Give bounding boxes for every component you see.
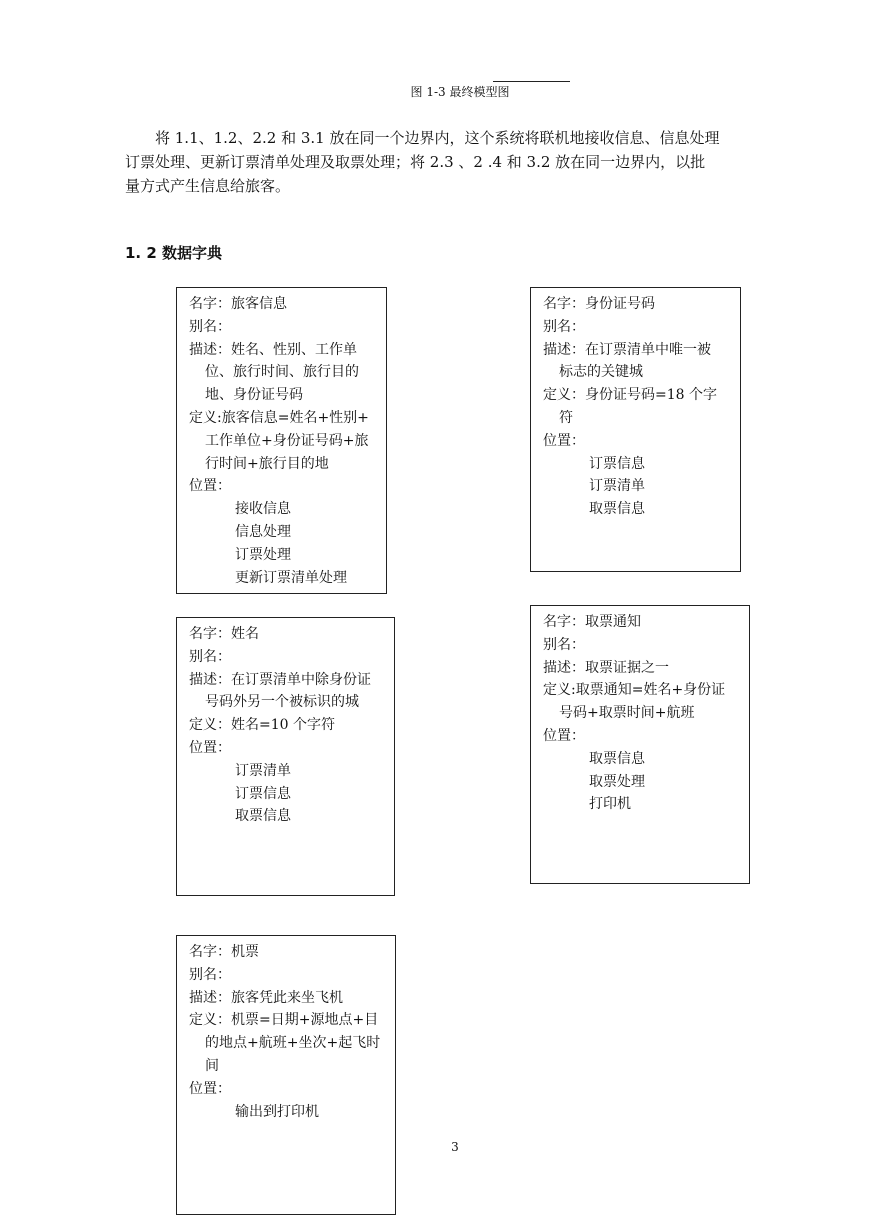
card-name: 名字：身份证号码: [543, 296, 655, 312]
card-location-label: 位置：: [543, 727, 585, 744]
card-desc-line: 地、身份证号码: [205, 387, 303, 404]
card-def-line: 定义：身份证号码=18 个字: [543, 387, 717, 404]
card-desc-line: 描述：旅客凭此来坐飞机: [189, 989, 343, 1006]
card-location: 接收信息: [235, 501, 291, 518]
card-location: 订票信息: [235, 785, 291, 802]
card-desc-line: 描述：在订票清单中除身份证: [189, 671, 371, 688]
card-location: 取票信息: [589, 750, 645, 767]
dictionary-card-ticket: [176, 935, 396, 1215]
card-desc-line: 标志的关键城: [559, 364, 643, 381]
card-location: 输出到打印机: [235, 1103, 319, 1120]
caption-rule: [493, 81, 570, 82]
section-title: 1. 2 数据字典: [125, 244, 223, 262]
card-def-line: 间: [205, 1057, 219, 1074]
card-name: 名字：取票通知: [543, 614, 641, 630]
page-number: 3: [451, 1140, 459, 1154]
card-def-line: 定义：姓名=10 个字符: [189, 717, 335, 734]
card-def-line: 的地点+航班+坐次+起飞时: [205, 1035, 381, 1052]
dictionary-card-name: [176, 617, 395, 896]
card-location: 更新订票清单处理: [235, 569, 347, 586]
card-def-line: 定义：机票=日期+源地点+目: [189, 1012, 379, 1029]
body-paragraph: [125, 126, 790, 198]
card-location: 打印机: [589, 796, 631, 813]
card-def-line: 工作单位+身份证号码+旅: [205, 432, 369, 449]
card-location: 订票清单: [589, 478, 645, 495]
card-location: 取票信息: [589, 501, 645, 518]
card-location: 取票处理: [589, 773, 645, 790]
card-location: 取票信息: [235, 808, 291, 825]
paragraph-line: 订票处理、更新订票清单处理及取票处理；将 2.3 、2 .4 和 3.2 放在同一边界内，以批: [125, 153, 706, 171]
paragraph-line: 量方式产生信息给旅客。: [125, 177, 291, 195]
card-desc-line: 描述：在订票清单中唯一被: [543, 341, 711, 358]
paragraph-line: 将 1.1、1.2、2.2 和 3.1 放在同一个边界内，这个系统将联机地接收信息、信息处理: [155, 129, 720, 147]
card-def-line: 定义:旅客信息=姓名+性别+: [189, 409, 369, 426]
card-location-label: 位置：: [543, 432, 585, 449]
card-location: 订票清单: [235, 762, 291, 779]
figure-caption: 图 1-3 最终模型图: [410, 85, 510, 99]
dictionary-card-passenger-info: [176, 287, 387, 594]
card-def-line: 行时间+旅行目的地: [205, 455, 329, 472]
dictionary-card-pickup-notice: [530, 605, 750, 884]
card-def-line: 号码+取票时间+航班: [559, 705, 695, 722]
dictionary-card-id-number: [530, 287, 741, 572]
card-def-line: 符: [559, 409, 573, 426]
card-desc-line: 描述：姓名、性别、工作单: [189, 341, 357, 358]
card-location-label: 位置：: [189, 1080, 231, 1097]
card-desc-line: 位、旅行时间、旅行目的: [205, 364, 359, 381]
card-alias: 别名：: [189, 966, 231, 983]
card-name: 名字：旅客信息: [189, 296, 287, 312]
card-alias: 别名：: [543, 318, 585, 335]
card-desc-line: 号码外另一个被标识的城: [205, 694, 359, 711]
card-desc-line: 描述：取票证据之一: [543, 659, 669, 676]
card-location: 订票处理: [235, 546, 291, 563]
card-def-line: 定义:取票通知=姓名+身份证: [543, 682, 726, 699]
card-location-label: 位置：: [189, 739, 231, 756]
card-location: 信息处理: [235, 523, 291, 540]
card-alias: 别名：: [543, 636, 585, 653]
card-location-label: 位置：: [189, 478, 231, 495]
card-alias: 别名：: [189, 318, 231, 335]
card-name: 名字：姓名: [189, 626, 259, 642]
card-alias: 别名：: [189, 648, 231, 665]
card-location: 订票信息: [589, 455, 645, 472]
card-name: 名字：机票: [189, 944, 259, 960]
